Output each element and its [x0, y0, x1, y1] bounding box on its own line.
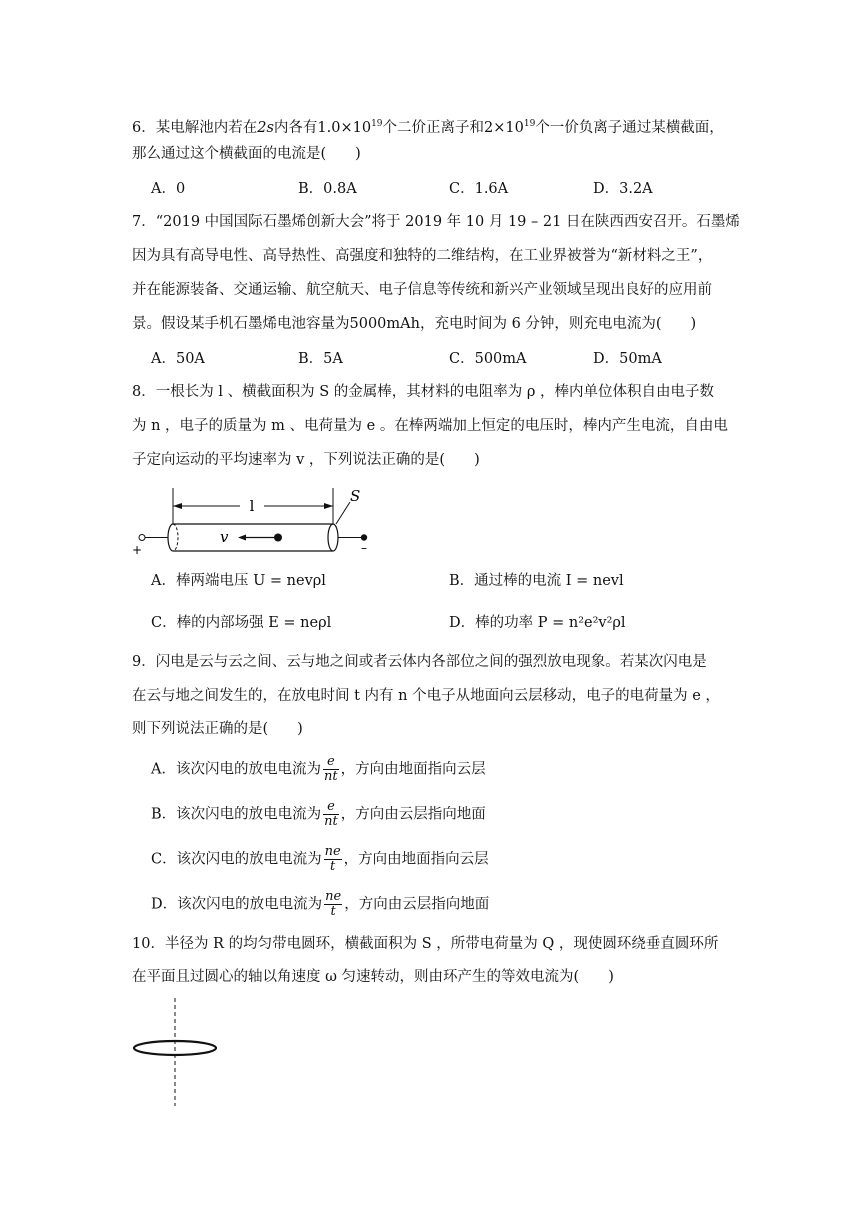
- fraction-ne-over-t: [324, 890, 342, 919]
- rod-diagram: [128, 484, 388, 564]
- q10-line-2: 在平面且过圆心的轴以角速度 ω 匀速转动，则由环产生的等效电流为( ): [132, 969, 614, 985]
- q6-exp-2: 19: [523, 119, 536, 129]
- q8-line-3: 子定向运动的平均速率为 v ，下列说法正确的是( ): [132, 452, 480, 468]
- q9-option-c[interactable]: [151, 845, 489, 874]
- q6-text-d: 1.0×10: [317, 120, 372, 136]
- q6-text-c: 内各有: [273, 120, 318, 136]
- frac-numerator: e: [323, 755, 339, 770]
- q9-option-c-suffix: ，方向由地面指向云层: [343, 851, 489, 868]
- q6-text-g: 2×10: [484, 120, 524, 136]
- fraction-e-over-nt: [323, 800, 339, 829]
- frac-denominator: t: [330, 859, 336, 874]
- frac-numerator: e: [323, 800, 339, 815]
- area-leader: [336, 502, 350, 524]
- frac-numerator: ne: [324, 844, 341, 859]
- q6-text-f: 个二价正离子和: [382, 120, 485, 136]
- area-label: S: [350, 487, 361, 505]
- rod-left-end: [168, 524, 173, 551]
- q6-option-c[interactable]: C．1.6A: [449, 181, 509, 197]
- q8-option-d[interactable]: D．棒的功率 P = n²e²v²ρl: [449, 615, 626, 631]
- q6-line-1: [132, 114, 724, 138]
- velocity-arrowhead: [238, 535, 246, 541]
- q6-text-a: 6．某电解池内若在: [132, 120, 258, 136]
- dim-arrow-left: [173, 503, 182, 509]
- q7-line-1: 7．“2019 中国国际石墨烯创新大会”将于 2019 年 10 月 19 – 21 日在陕西西安召开。石墨烯: [132, 214, 740, 230]
- q9-option-a-suffix: ，方向由地面指向云层: [340, 761, 486, 778]
- q9-option-d-prefix: D．该次闪电的放电电流为: [151, 896, 323, 913]
- length-label: l: [249, 497, 255, 515]
- velocity-label: v: [220, 528, 229, 546]
- plus-sign: +: [132, 543, 143, 557]
- q9-option-b[interactable]: [151, 800, 486, 829]
- q7-line-4: 景。假设某手机石墨烯电池容量为5000mAh，充电时间为 6 分钟，则充电电流为( ): [132, 316, 697, 332]
- minus-sign: –: [361, 541, 367, 555]
- q6-text-b: 2s: [257, 120, 274, 136]
- q8-option-b[interactable]: B．通过棒的电流 I = nevl: [449, 573, 624, 589]
- electron-dot: [274, 534, 282, 542]
- fraction-e-over-nt: [323, 755, 339, 784]
- q7-option-b[interactable]: B．5A: [298, 351, 343, 367]
- ring-diagram: [126, 996, 226, 1108]
- q7-line-3: 并在能源装备、交通运输、航空航天、电子信息等传统和新兴产业领域呈现出良好的应用前: [132, 282, 712, 298]
- q6-option-a[interactable]: A．0: [151, 181, 186, 197]
- q9-option-c-prefix: C．该次闪电的放电电流为: [151, 851, 322, 868]
- fraction-ne-over-t: [324, 845, 342, 874]
- q6-option-b[interactable]: B．0.8A: [298, 181, 357, 197]
- q8-line-2: 为 n ，电子的质量为 m 、电荷量为 e 。在棒两端加上恒定的电压时，棒内产生电流，自由电: [132, 418, 728, 434]
- q6-line-2: 那么通过这个横截面的电流是( ): [132, 146, 361, 162]
- left-terminal: [139, 535, 145, 541]
- q7-option-a[interactable]: A．50A: [151, 351, 205, 367]
- q9-line-1: 9．闪电是云与云之间、云与地之间或者云体内各部位之间的强烈放电现象。若某次闪电是: [132, 654, 707, 670]
- frac-denominator: t: [330, 904, 336, 919]
- frac-denominator: nt: [324, 814, 338, 829]
- frac-denominator: nt: [323, 769, 338, 784]
- frac-numerator: ne: [325, 889, 342, 904]
- q9-line-2: 在云与地之间发生的，在放电时间 t 内有 n 个电子从地面向云层移动，电子的电荷量为 e ，: [132, 688, 720, 704]
- q9-option-b-suffix: ，方向由云层指向地面: [340, 806, 486, 823]
- q7-line-2: 因为具有高导电性、高导热性、高强度和独特的二维结构，在工业界被誉为“新材料之王”，: [132, 248, 713, 264]
- q8-line-1: 8．一根长为 l 、横截面积为 S 的金属棒，其材料的电阻率为 ρ ，棒内单位体积自由电子数: [132, 384, 714, 400]
- q9-option-b-prefix: B．该次闪电的放电电流为: [151, 806, 322, 823]
- q8-option-c[interactable]: C．棒的内部场强 E = neρl: [151, 615, 332, 631]
- q7-option-d[interactable]: D．50mA: [593, 351, 662, 367]
- q9-option-a-prefix: A．该次闪电的放电电流为: [151, 761, 321, 778]
- q9-option-a[interactable]: [151, 755, 486, 784]
- q7-option-c[interactable]: C．500mA: [449, 351, 527, 367]
- q6-text-i: 个一价负离子通过某横截面，: [535, 120, 724, 136]
- rod-right-end: [328, 524, 338, 551]
- q6-option-d[interactable]: D．3.2A: [593, 181, 653, 197]
- rod-left-end-hidden: [173, 524, 178, 551]
- q9-option-d[interactable]: [151, 890, 489, 919]
- q9-line-3: 则下列说法正确的是( ): [132, 721, 303, 737]
- dim-arrow-right: [324, 503, 333, 509]
- q8-option-a[interactable]: A．棒两端电压 U = nevρl: [151, 573, 326, 589]
- q6-exp-1: 19: [371, 119, 383, 129]
- right-terminal: [361, 534, 367, 540]
- q9-option-d-suffix: ，方向由云层指向地面: [344, 896, 490, 913]
- q10-line-1: 10．半径为 R 的均匀带电圆环，横截面积为 S ，所带电荷量为 Q ，现使圆环绕垂直圆环所: [132, 936, 719, 952]
